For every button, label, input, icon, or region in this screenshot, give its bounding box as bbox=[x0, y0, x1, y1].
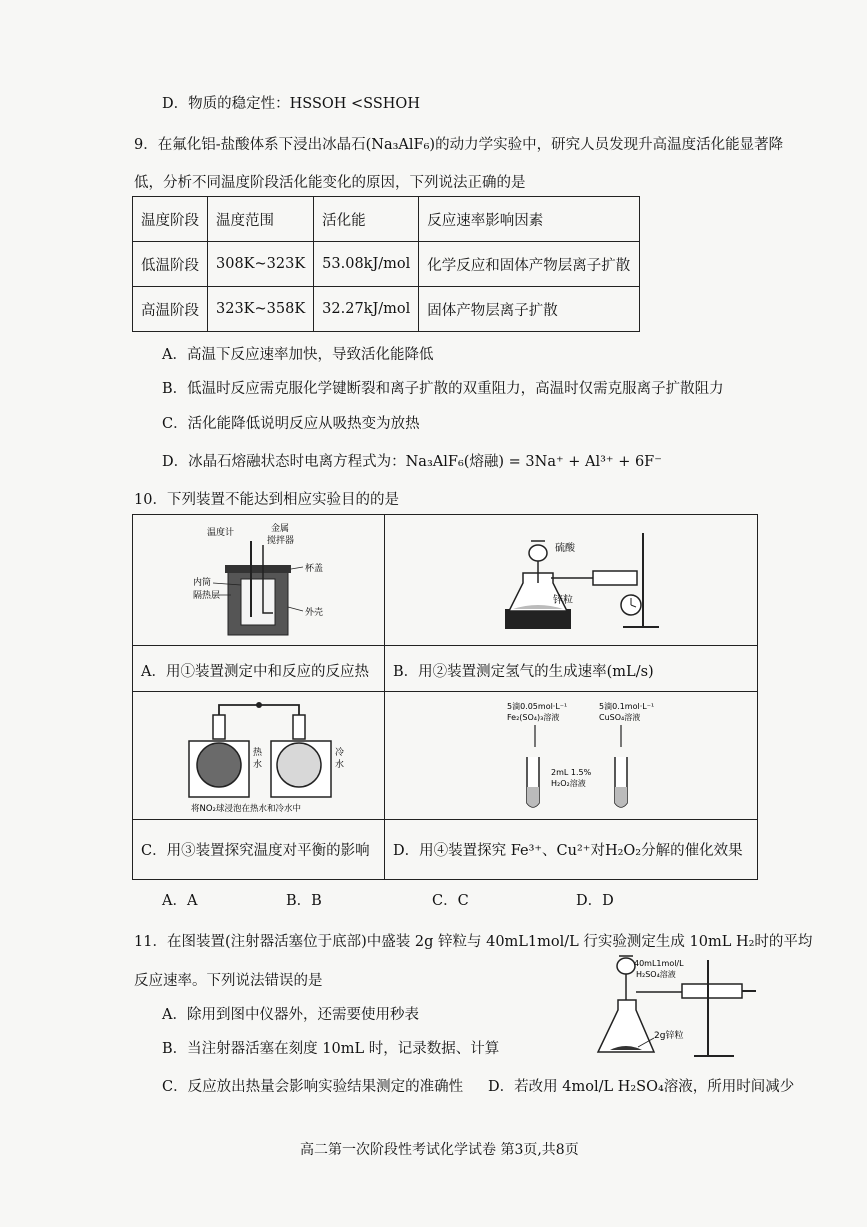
table-cell: 308K~323K bbox=[208, 242, 314, 287]
page-footer: 高二第一次阶段性考试化学试卷 第3页,共8页 bbox=[300, 1142, 579, 1158]
gas-rate-figure bbox=[493, 523, 663, 641]
q11-option-a: A．除用到图中仪器外，还需要使用秒表 bbox=[162, 1007, 419, 1023]
q9-stem-line2: 低，分析不同温度阶段活化能变化的原因，下列说法正确的是 bbox=[134, 175, 526, 191]
h2o2-label-1: 2mL 1.5% bbox=[551, 768, 592, 777]
table-cell: 53.08kJ/mol bbox=[314, 242, 419, 287]
q10-choice-c: C．C bbox=[432, 893, 469, 909]
shell-label: 外壳 bbox=[305, 608, 324, 618]
cold-water-label-1: 冷 bbox=[335, 748, 345, 758]
inner-cup-label: 内筒 bbox=[193, 578, 212, 588]
q10-caption-c: C．用③装置探究温度对平衡的影响 bbox=[141, 843, 370, 859]
table-cell: 低温阶段 bbox=[133, 242, 208, 287]
thermometer-label: 温度计 bbox=[207, 528, 235, 538]
acid-label-2: H₂SO₄溶液 bbox=[636, 970, 676, 979]
cold-water-label-2: 水 bbox=[335, 760, 345, 770]
table-row bbox=[133, 242, 640, 287]
no2-caption: 将NO₂球浸泡在热水和冷水中 bbox=[191, 804, 301, 814]
stirrer-label-1: 金属 bbox=[271, 524, 290, 534]
table-cell: 化学反应和固体产物层离子扩散 bbox=[419, 242, 640, 287]
calorimeter-figure bbox=[193, 521, 363, 641]
h2o2-label-2: H₂O₂溶液 bbox=[551, 779, 586, 788]
q9-option-b: B．低温时反应需克服化学键断裂和离子扩散的双重阻力，高温时仅需克服离子扩散阻力 bbox=[162, 381, 724, 397]
q11-stem-line1: 11．在图装置(注射器活塞位于底部)中盛装 2g 锌粒与 40mL1mol/L 行实验测定生成 10mL H₂时的平均 bbox=[134, 934, 813, 950]
q10-stem: 10．下列装置不能达到相应实验目的的是 bbox=[134, 492, 399, 508]
h2o2-tubes-figure bbox=[505, 699, 695, 815]
sulfuric-acid-label: 硫酸 bbox=[555, 543, 575, 554]
zinc-label: 锌粒 bbox=[553, 595, 573, 606]
stirrer-label-2: 搅拌器 bbox=[267, 536, 295, 546]
q9-option-d: D．冰晶石熔融状态时电离方程式为：Na₃AlF₆(熔融) = 3Na⁺ + Al³⁺ + 6F⁻ bbox=[162, 454, 662, 470]
table-row bbox=[133, 287, 640, 332]
table-header-cell: 反应速率影响因素 bbox=[419, 197, 640, 242]
q11-option-b: B．当注射器活塞在刻度 10mL 时，记录数据、计算 bbox=[162, 1041, 500, 1057]
q11-option-c: C．反应放出热量会影响实验结果测定的准确性 bbox=[162, 1079, 464, 1095]
hot-water-label-1: 热 bbox=[253, 748, 263, 758]
q11-stem-line2: 反应速率。下列说法错误的是 bbox=[134, 973, 323, 989]
fe-drops-label-2: Fe₂(SO₄)₃溶液 bbox=[507, 713, 560, 722]
cu-drops-label-1: 5滴0.1mol·L⁻¹ bbox=[599, 702, 655, 711]
q10-choice-a: A．A bbox=[162, 893, 198, 909]
q9-option-a: A．高温下反应速率加快，导致活化能降低 bbox=[162, 347, 434, 363]
table-header-cell: 温度范围 bbox=[208, 197, 314, 242]
cu-drops-label-2: CuSO₄溶液 bbox=[599, 713, 641, 722]
q9-option-c: C．活化能降低说明反应从吸热变为放热 bbox=[162, 416, 420, 432]
table-header-cell: 活化能 bbox=[314, 197, 419, 242]
q11-apparatus-figure bbox=[584, 952, 772, 1062]
q11-option-d: D．若改用 4mol/L H₂SO₄溶液，所用时间减少 bbox=[488, 1079, 795, 1095]
hot-water-label-2: 水 bbox=[253, 760, 263, 770]
zinc-label: 2g锌粒 bbox=[654, 1031, 684, 1041]
no2-flasks-figure bbox=[181, 697, 381, 815]
q10-apparatus-grid bbox=[132, 514, 758, 880]
table-cell: 固体产物层离子扩散 bbox=[419, 287, 640, 332]
q9-table bbox=[132, 196, 640, 332]
table-header-cell: 温度阶段 bbox=[133, 197, 208, 242]
q8-option-d: D．物质的稳定性：HSSOH <SSHOH bbox=[162, 96, 420, 112]
q10-choice-d: D．D bbox=[576, 893, 614, 909]
table-cell: 32.27kJ/mol bbox=[314, 287, 419, 332]
insulation-label: 隔热层 bbox=[193, 591, 221, 601]
table-cell: 323K~358K bbox=[208, 287, 314, 332]
fe-drops-label-1: 5滴0.05mol·L⁻¹ bbox=[507, 702, 568, 711]
q9-stem-line1: 9．在氟化铝-盐酸体系下浸出冰晶石(Na₃AlF₆)的动力学实验中，研究人员发现升高温度活化能显著降 bbox=[134, 137, 784, 153]
lid-label: 杯盖 bbox=[305, 564, 324, 574]
table-header-row bbox=[133, 197, 640, 242]
acid-label-1: 40mL1mol/L bbox=[634, 959, 684, 968]
q10-caption-d: D．用④装置探究 Fe³⁺、Cu²⁺对H₂O₂分解的催化效果 bbox=[393, 843, 743, 859]
table-cell: 高温阶段 bbox=[133, 287, 208, 332]
q10-caption-a: A．用①装置测定中和反应的反应热 bbox=[141, 664, 369, 680]
q10-choice-b: B．B bbox=[286, 893, 322, 909]
q10-caption-b: B．用②装置测定氢气的生成速率(mL/s) bbox=[393, 664, 654, 680]
